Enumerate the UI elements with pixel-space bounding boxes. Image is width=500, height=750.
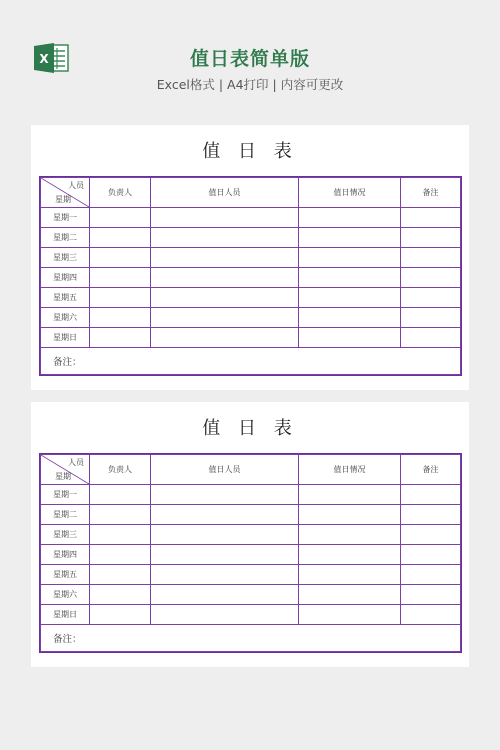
table-cell[interactable] bbox=[401, 268, 461, 288]
weekday-label: 星期日 bbox=[41, 605, 90, 625]
weekday-label: 星期一 bbox=[41, 485, 90, 505]
weekday-label: 星期六 bbox=[41, 308, 90, 328]
table-cell[interactable] bbox=[90, 268, 151, 288]
table-cell[interactable] bbox=[401, 485, 461, 505]
notes-row bbox=[41, 625, 461, 652]
table-cell[interactable] bbox=[299, 525, 401, 545]
table-cell[interactable] bbox=[151, 565, 299, 585]
sheet-title: 值 日 表 bbox=[202, 418, 298, 439]
table-row bbox=[41, 248, 461, 268]
table-cell[interactable] bbox=[401, 308, 461, 328]
weekday-label: 星期三 bbox=[41, 248, 90, 268]
table-cell[interactable] bbox=[151, 328, 299, 348]
weekday-label: 星期日 bbox=[41, 328, 90, 348]
weekday-label: 星期三 bbox=[41, 525, 90, 545]
column-header-remarks: 备注 bbox=[401, 455, 461, 485]
table-row bbox=[41, 288, 461, 308]
column-header-duty-status: 值日情况 bbox=[299, 455, 401, 485]
table-cell[interactable] bbox=[90, 585, 151, 605]
table-cell[interactable] bbox=[90, 485, 151, 505]
table-row bbox=[41, 585, 461, 605]
table-cell[interactable] bbox=[299, 228, 401, 248]
weekday-label: 星期五 bbox=[41, 288, 90, 308]
corner-label-weekday: 星期 bbox=[55, 195, 71, 204]
column-header-responsible: 负责人 bbox=[90, 455, 151, 485]
table-cell[interactable] bbox=[401, 505, 461, 525]
column-header-duty-staff: 值日人员 bbox=[151, 455, 299, 485]
duty-sheet-card bbox=[31, 125, 469, 390]
table-cell[interactable] bbox=[401, 525, 461, 545]
table-cell[interactable] bbox=[90, 605, 151, 625]
table-row bbox=[41, 605, 461, 625]
table-row bbox=[41, 505, 461, 525]
table-cell[interactable] bbox=[90, 288, 151, 308]
table-cell[interactable] bbox=[299, 585, 401, 605]
table-cell[interactable] bbox=[401, 288, 461, 308]
table-cell[interactable] bbox=[90, 505, 151, 525]
table-cell[interactable] bbox=[299, 308, 401, 328]
table-cell[interactable] bbox=[90, 208, 151, 228]
table-cell[interactable] bbox=[151, 208, 299, 228]
table-cell[interactable] bbox=[299, 545, 401, 565]
table-row bbox=[41, 268, 461, 288]
table-cell[interactable] bbox=[401, 228, 461, 248]
table-cell[interactable] bbox=[151, 308, 299, 328]
table-header-row bbox=[41, 455, 461, 485]
table-cell[interactable] bbox=[401, 208, 461, 228]
column-header-responsible: 负责人 bbox=[90, 178, 151, 208]
table-cell[interactable] bbox=[299, 248, 401, 268]
page-title: 值日表简单版 bbox=[189, 48, 310, 70]
table-row bbox=[41, 565, 461, 585]
table-row bbox=[41, 228, 461, 248]
table-cell[interactable] bbox=[151, 525, 299, 545]
table-header-row bbox=[41, 178, 461, 208]
table-cell[interactable] bbox=[401, 565, 461, 585]
corner-label-weekday: 星期 bbox=[55, 472, 71, 481]
table-cell[interactable] bbox=[299, 288, 401, 308]
corner-header-cell bbox=[41, 455, 90, 485]
table-cell[interactable] bbox=[401, 545, 461, 565]
table-cell[interactable] bbox=[90, 228, 151, 248]
table-cell[interactable] bbox=[90, 565, 151, 585]
table-cell[interactable] bbox=[90, 525, 151, 545]
weekday-label: 星期二 bbox=[41, 505, 90, 525]
weekday-label: 星期二 bbox=[41, 228, 90, 248]
table-cell[interactable] bbox=[151, 248, 299, 268]
column-header-duty-status: 值日情况 bbox=[299, 178, 401, 208]
table-cell[interactable] bbox=[401, 328, 461, 348]
table-row bbox=[41, 485, 461, 505]
table-cell[interactable] bbox=[299, 505, 401, 525]
table-cell[interactable] bbox=[151, 585, 299, 605]
weekday-label: 星期六 bbox=[41, 585, 90, 605]
corner-label-staff: 人员 bbox=[68, 181, 84, 190]
table-cell[interactable] bbox=[90, 545, 151, 565]
table-cell[interactable] bbox=[299, 328, 401, 348]
corner-header-cell bbox=[41, 178, 90, 208]
table-cell[interactable] bbox=[299, 268, 401, 288]
table-cell[interactable] bbox=[151, 545, 299, 565]
weekday-label: 星期四 bbox=[41, 268, 90, 288]
notes-cell[interactable]: 备注： bbox=[41, 625, 461, 652]
duty-table bbox=[40, 177, 461, 375]
table-row bbox=[41, 328, 461, 348]
table-cell[interactable] bbox=[151, 505, 299, 525]
table-cell[interactable] bbox=[151, 228, 299, 248]
table-cell[interactable] bbox=[90, 328, 151, 348]
weekday-label: 星期一 bbox=[41, 208, 90, 228]
table-row bbox=[41, 308, 461, 328]
page-header bbox=[0, 0, 500, 110]
table-cell[interactable] bbox=[151, 288, 299, 308]
table-cell[interactable] bbox=[299, 208, 401, 228]
duty-sheet-card bbox=[31, 402, 469, 667]
table-cell[interactable] bbox=[299, 565, 401, 585]
table-cell[interactable] bbox=[151, 268, 299, 288]
page-subtitle: Excel格式 | A4打印 | 内容可更改 bbox=[156, 77, 344, 92]
notes-row bbox=[41, 348, 461, 375]
svg-text:X: X bbox=[39, 52, 49, 66]
corner-label-staff: 人员 bbox=[68, 458, 84, 467]
table-cell[interactable] bbox=[90, 248, 151, 268]
table-cell[interactable] bbox=[401, 605, 461, 625]
sheet-title: 值 日 表 bbox=[202, 141, 298, 162]
column-header-remarks: 备注 bbox=[401, 178, 461, 208]
weekday-label: 星期五 bbox=[41, 565, 90, 585]
table-row bbox=[41, 525, 461, 545]
duty-table bbox=[40, 454, 461, 652]
table-row bbox=[41, 545, 461, 565]
table-cell[interactable] bbox=[299, 485, 401, 505]
column-header-duty-staff: 值日人员 bbox=[151, 178, 299, 208]
weekday-label: 星期四 bbox=[41, 545, 90, 565]
table-cell[interactable] bbox=[299, 605, 401, 625]
table-row bbox=[41, 208, 461, 228]
table-cell[interactable] bbox=[401, 248, 461, 268]
table-cell[interactable] bbox=[151, 605, 299, 625]
table-cell[interactable] bbox=[401, 585, 461, 605]
table-cell[interactable] bbox=[90, 308, 151, 328]
table-cell[interactable] bbox=[151, 485, 299, 505]
notes-cell[interactable]: 备注： bbox=[41, 348, 461, 375]
